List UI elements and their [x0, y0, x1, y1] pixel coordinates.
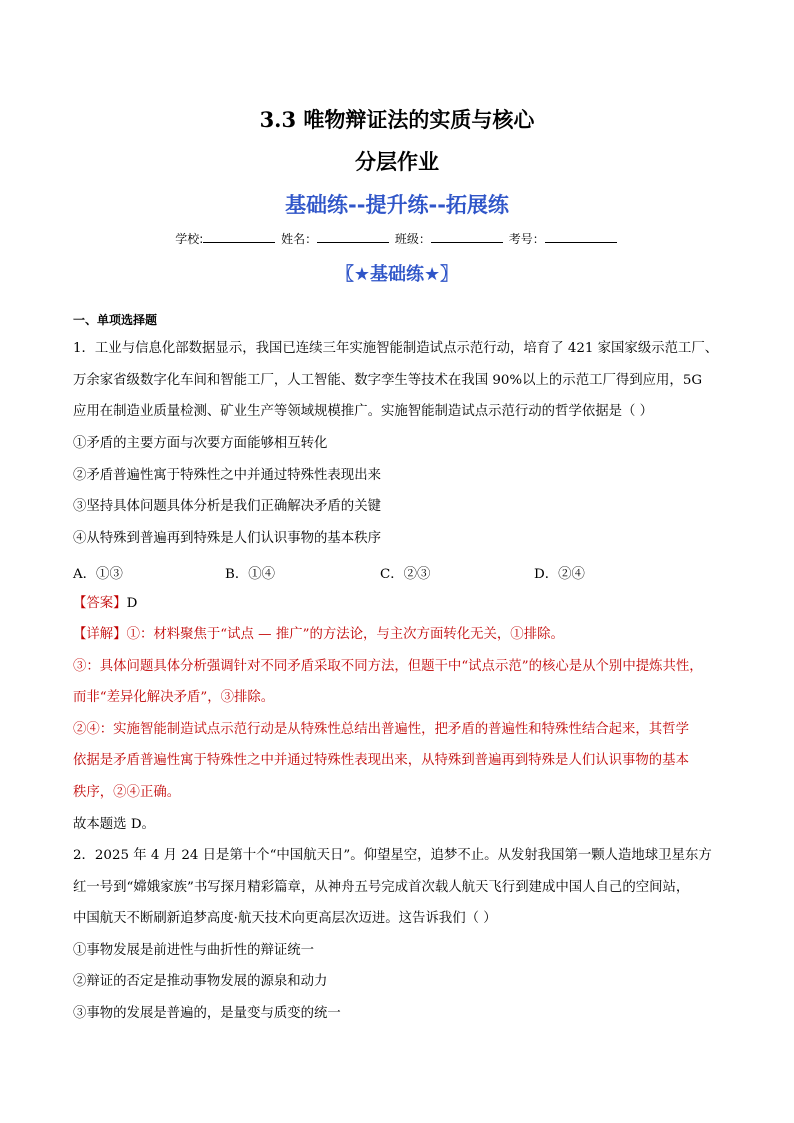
name-label: 姓名：: [281, 232, 318, 246]
q1-explain-line: 依据是矛盾普遍性寓于特殊性之中并通过特殊性表现出来，从特殊到普遍再到特殊是人们认识事物的基本: [73, 753, 689, 768]
q2-stem-line: 中国航天不断刷新追梦高度·航天技术向更高层次迈进。这告诉我们（ ）: [73, 911, 497, 926]
q1-stem-line: 万余家省级数字化车间和智能工厂，人工智能、数字孪生等技术在我国 90%以上的示范工厂得到应用，5G: [73, 373, 703, 388]
q2-stem-line: 红一号到“嫦娥家族”书写探月精彩篇章，从神舟五号完成首次载人航天飞行到建成中国人自己的空间站，: [73, 880, 690, 895]
q1-stem-line: 1．工业与信息化部数据显示，我国已连续三年实施智能制造试点示范行动，培育了 421 家国家级示范工厂、: [73, 341, 719, 356]
q1-explain-line: 而非“差异化解决矛盾”，③排除。: [73, 690, 275, 705]
q1-conclusion: 故本题选 D。: [73, 817, 155, 832]
answer-value: D: [126, 596, 138, 611]
q1-explain-line: 秩序，②④正确。: [73, 785, 181, 800]
q2-statement: ③事物的发展是普遍的，是量变与质变的统一: [73, 1006, 341, 1021]
student-info-row: [0, 230, 794, 247]
q1-statement: ②矛盾普遍性寓于特殊性之中并通过特殊性表现出来: [73, 468, 381, 483]
q1-option-b: B．①④: [225, 567, 276, 582]
q1-explain-line: ②④：实施智能制造试点示范行动是从特殊性总结出普遍性，把矛盾的普遍性和特殊性结合起来，其哲学: [73, 722, 689, 737]
name-blank: [317, 232, 389, 243]
q2-statement: ①事物发展是前进性与曲折性的辩证统一: [73, 943, 315, 958]
q1-explain-line: [73, 626, 564, 644]
school-blank: [203, 232, 275, 243]
exam-number-blank: [545, 232, 617, 243]
q1-option-c: C．②③: [380, 567, 431, 582]
q1-statement: ①矛盾的主要方面与次要方面能够相互转化: [73, 436, 328, 451]
class-label: 班级：: [394, 232, 431, 246]
q1-stem-line: 应用在制造业质量检测、矿业生产等领域规模推广。实施智能制造试点示范行动的哲学依据是（ ）: [73, 404, 654, 419]
practice-levels: 基础练--提升练--拓展练: [285, 193, 509, 217]
q1-statement: ③坚持具体问题具体分析是我们正确解决矛盾的关键: [73, 499, 381, 514]
document-title: 3.3 唯物辩证法的实质与核心: [259, 107, 535, 132]
answer-label: 【答案】: [73, 596, 127, 611]
q2-stem-line: 2．2025 年 4 月 24 日是第十个“中国航天日”。仰望星空，追梦不止。从发射我国第一颗人造地球卫星东方: [73, 848, 712, 863]
q1-option-d: D．②④: [534, 567, 585, 582]
school-label: 学校:: [175, 232, 204, 246]
document-subtitle: 分层作业: [355, 149, 439, 174]
explain-text: ①：材料聚焦于“试点 — 推广”的方法论，与主次方面转化无关，①排除。: [126, 627, 564, 642]
section-title: 一、单项选择题: [73, 313, 158, 327]
class-blank: [431, 232, 503, 243]
q1-explain-line: ③：具体问题具体分析强调针对不同矛盾采取不同方法，但题干中“试点示范”的核心是从个别中提炼共性，: [73, 659, 703, 674]
q1-answer: [73, 595, 137, 613]
q2-statement: ②辩证的否定是推动事物发展的源泉和动力: [73, 974, 328, 989]
explain-label: 【详解】: [73, 627, 127, 642]
q1-option-a: A．①③: [73, 567, 123, 582]
exam-number-label: 考号：: [508, 232, 545, 246]
q1-statement: ④从特殊到普遍再到特殊是人们认识事物的基本秩序: [73, 531, 381, 546]
basic-practice-banner: 〖★基础练★〗: [335, 264, 459, 285]
